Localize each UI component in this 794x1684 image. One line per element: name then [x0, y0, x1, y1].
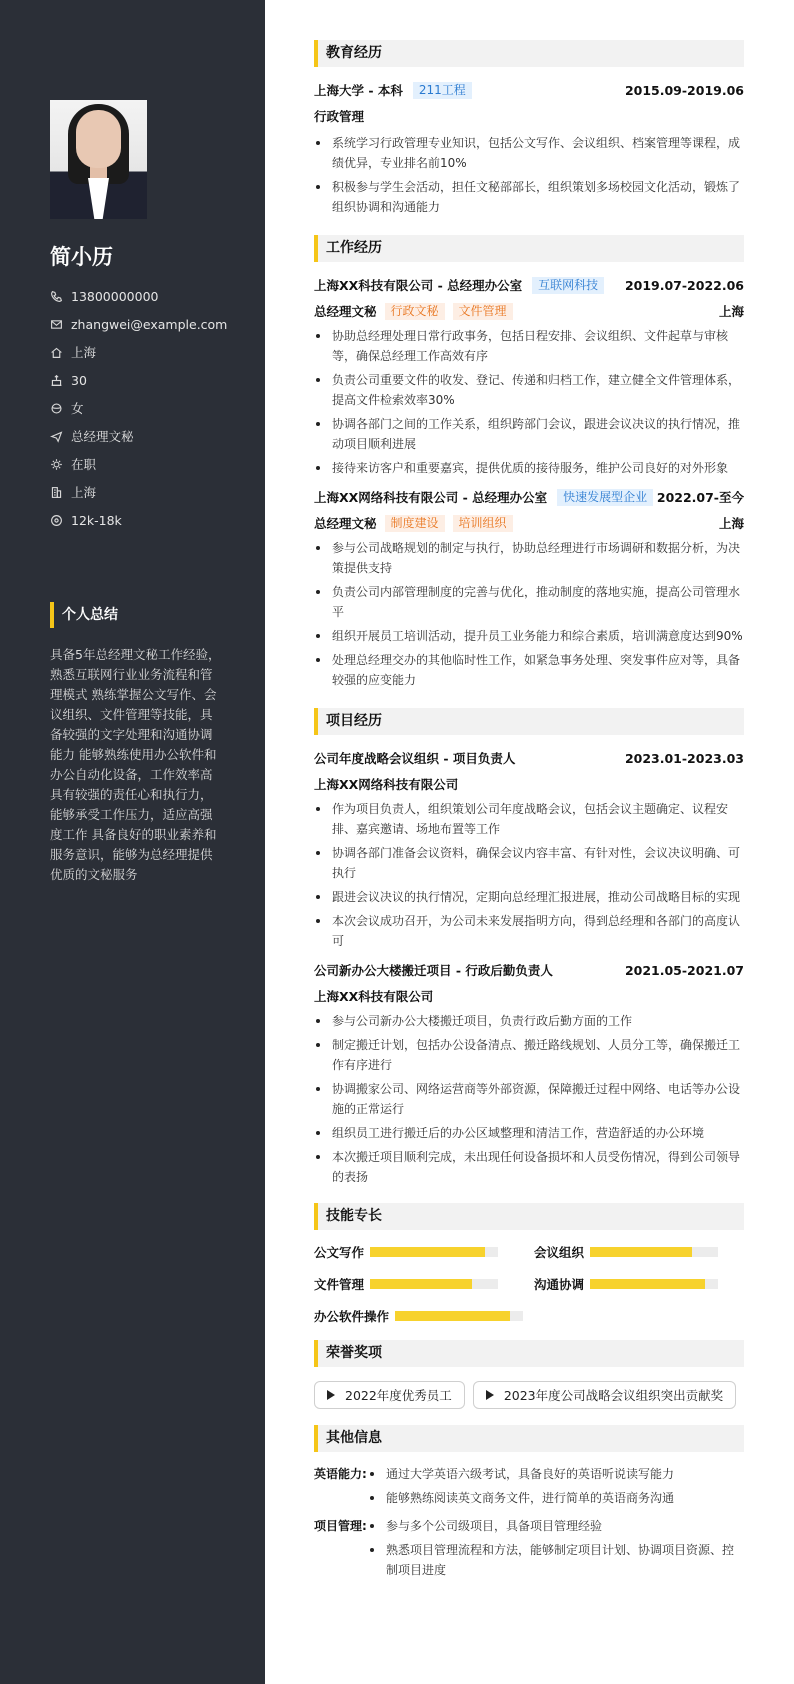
other-key: 项目管理: [314, 1519, 367, 1533]
skills-heading: 技能专长 [314, 1203, 744, 1230]
job-skill-tag: 文件管理 [453, 303, 513, 320]
info-text: 女 [71, 401, 84, 416]
info-phone [50, 282, 227, 310]
other-bullets [368, 1464, 744, 1512]
info-work-city [50, 478, 227, 506]
skill-bar-fill [590, 1279, 705, 1289]
other-bullets [368, 1516, 744, 1584]
list-item: 能够熟练阅读英文商务文件，进行简单的英语商务沟通 [368, 1488, 744, 1508]
project-bullets [314, 799, 744, 951]
summary-text: 具备5年总经理文秘工作经验，熟悉互联网行业业务流程和管理模式 熟练掌握公文写作、会议组织、文件管理等技能，具备较强的文字处理和沟通协调能力 能够熟练使用办公软件和办公自动化设备，工作效率高 具有较强的责任心和执行力，能够承受工作压力，适应高强度工作 具备良好的职业素养和服务意识，能够为总经理提供优质的文秘服务 [50, 647, 221, 882]
job-role-row [314, 514, 744, 532]
project-header-row [314, 961, 744, 979]
award-label: 2022年度优秀员工 [345, 1388, 452, 1403]
phone-icon [50, 290, 63, 303]
skill-bar [370, 1247, 498, 1257]
skill-bar-fill [395, 1311, 510, 1321]
project-company: 上海XX网络科技有限公司 [314, 777, 459, 792]
school-tag: 211工程 [413, 82, 472, 99]
work-heading: 工作经历 [314, 235, 744, 262]
info-text: 12k-18k [71, 512, 122, 528]
job-role: 总经理文秘 [314, 516, 377, 531]
skill-name: 会议组织 [534, 1245, 585, 1260]
play-icon [327, 1390, 335, 1400]
age-icon [50, 374, 63, 387]
list-item: 系统学习行政管理专业知识，包括公文写作、会议组织、档案管理等课程，成绩优异，专业排名前10% [314, 133, 744, 173]
skill-name: 公文写作 [314, 1245, 365, 1260]
list-item: 积极参与学生会活动，担任文秘部部长，组织策划多场校园文化活动，锻炼了组织协调和沟通能力 [314, 177, 744, 217]
summary-title: 个人总结 [50, 602, 118, 628]
play-icon [486, 1390, 494, 1400]
info-text: zhangwei@example.com [71, 316, 228, 332]
mail-icon [50, 318, 63, 331]
list-item: 组织开展员工培训活动，提升员工业务能力和综合素质，培训满意度达到90% [314, 626, 744, 646]
send-icon [50, 430, 63, 443]
list-item: 参与多个公司级项目，具备项目管理经验 [368, 1516, 744, 1536]
sidebar [0, 0, 265, 1684]
skill-bar [370, 1279, 498, 1289]
job-date: 2022.07-至今 [656, 490, 744, 505]
info-status [50, 450, 227, 478]
skill-bar-fill [590, 1247, 692, 1257]
education-date: 2015.09-2019.06 [624, 82, 744, 98]
skill-name: 文件管理 [314, 1277, 365, 1292]
school-name: 上海大学 - 本科 [314, 83, 403, 98]
info-text: 总经理文秘 [71, 429, 134, 444]
job-header-row [314, 276, 744, 294]
list-item: 接待来访客户和重要嘉宾，提供优质的接待服务，维护公司良好的对外形象 [314, 458, 744, 478]
project-header-row [314, 749, 744, 767]
education-bullets [314, 133, 744, 217]
education-header-row [314, 81, 744, 99]
skill-name: 沟通协调 [534, 1277, 585, 1292]
list-item: 通过大学英语六级考试，具备良好的英语听说读写能力 [368, 1464, 744, 1484]
project-name: 公司年度战略会议组织 - 项目负责人 [314, 751, 516, 766]
info-city [50, 338, 227, 366]
list-item: 本次搬迁项目顺利完成，未出现任何设备损坏和人员受伤情况，得到公司领导的表扬 [314, 1147, 744, 1187]
projects-heading: 项目经历 [314, 708, 744, 735]
project-bullets [314, 1011, 744, 1187]
other-heading: 其他信息 [314, 1425, 744, 1452]
job-role-row [314, 302, 744, 320]
list-item: 协调各部门之间的工作关系，组织跨部门会议，跟进会议决议的执行情况，推动项目顺利进展 [314, 414, 744, 454]
awards-list [314, 1381, 744, 1409]
list-item: 制定搬迁计划，包括办公设备清点、搬迁路线规划、人员分工等，确保搬迁工作有序进行 [314, 1035, 744, 1075]
skills-grid [314, 1242, 744, 1326]
job-industry-tag: 快速发展型企业 [557, 489, 653, 506]
info-email [50, 310, 227, 338]
job-role: 总经理文秘 [314, 304, 377, 319]
list-item: 熟悉项目管理流程和方法，能够制定项目计划、协调项目资源、控制项目进度 [368, 1540, 744, 1580]
info-text: 上海 [71, 485, 97, 500]
status-icon [50, 458, 63, 471]
awards-heading: 荣誉奖项 [314, 1340, 744, 1367]
list-item: 协助总经理处理日常行政事务，包括日程安排、会议组织、文件起草与审核等，确保总经理工作高效有序 [314, 326, 744, 366]
list-item: 组织员工进行搬迁后的办公区域整理和清洁工作，营造舒适的办公环境 [314, 1123, 744, 1143]
info-gender [50, 394, 227, 422]
job-skill-tag: 制度建设 [385, 515, 445, 532]
contact-info-list [50, 282, 227, 534]
award-label: 2023年度公司战略会议组织突出贡献奖 [503, 1388, 724, 1403]
skill-item [314, 1306, 534, 1326]
list-item: 作为项目负责人，组织策划公司年度战略会议，包括会议主题确定、议程安排、嘉宾邀请、场地布置等工作 [314, 799, 744, 839]
skill-bar [395, 1311, 523, 1321]
list-item: 参与公司战略规划的制定与执行，协助总经理进行市场调研和数据分析，为决策提供支持 [314, 538, 744, 578]
job-bullets [314, 538, 744, 690]
other-row [314, 1464, 744, 1512]
profile-photo [50, 100, 147, 219]
info-text: 上海 [71, 345, 97, 360]
info-age [50, 366, 227, 394]
project-date: 2023.01-2023.03 [624, 750, 744, 766]
job-company: 上海XX科技有限公司 - 总经理办公室 [314, 278, 523, 293]
skill-bar [590, 1279, 718, 1289]
info-text: 30 [71, 372, 87, 388]
education-heading: 教育经历 [314, 40, 744, 67]
job-header-row [314, 488, 744, 506]
skill-bar-fill [370, 1279, 472, 1289]
job-location: 上海 [718, 516, 744, 531]
education-major: 行政管理 [314, 109, 365, 124]
gender-icon [50, 402, 63, 415]
info-text: 在职 [71, 457, 97, 472]
info-salary [50, 506, 227, 534]
skill-bar-fill [370, 1247, 485, 1257]
info-text: 13800000000 [71, 288, 159, 304]
project-name: 公司新办公大楼搬迁项目 - 行政后勤负责人 [314, 963, 553, 978]
home-icon [50, 346, 63, 359]
skill-bar [590, 1247, 718, 1257]
list-item: 跟进会议决议的执行情况，定期向总经理汇报进展，推动公司战略目标的实现 [314, 887, 744, 907]
list-item: 本次会议成功召开，为公司未来发展指明方向，得到总经理和各部门的高度认可 [314, 911, 744, 951]
skill-item [314, 1274, 534, 1294]
job-company: 上海XX网络科技有限公司 - 总经理办公室 [314, 490, 548, 505]
list-item: 协调搬家公司、网络运营商等外部资源，保障搬迁过程中网络、电话等办公设施的正常运行 [314, 1079, 744, 1119]
building-icon [50, 486, 63, 499]
list-item: 负责公司内部管理制度的完善与优化，推动制度的落地实施，提高公司管理水平 [314, 582, 744, 622]
other-row [314, 1516, 744, 1584]
main-content [314, 40, 744, 1584]
award-item [473, 1381, 736, 1409]
salary-icon [50, 514, 63, 527]
skill-item [314, 1242, 534, 1262]
list-item: 负责公司重要文件的收发、登记、传递和归档工作，建立健全文件管理体系，提高文件检索效率30% [314, 370, 744, 410]
info-position [50, 422, 227, 450]
award-item [314, 1381, 465, 1409]
skill-item [534, 1274, 744, 1294]
list-item: 参与公司新办公大楼搬迁项目，负责行政后勤方面的工作 [314, 1011, 744, 1031]
job-industry-tag: 互联网科技 [532, 277, 604, 294]
skill-name: 办公软件操作 [314, 1309, 390, 1324]
job-skill-tag: 培训组织 [453, 515, 513, 532]
skill-item [534, 1242, 744, 1262]
job-bullets [314, 326, 744, 478]
project-date: 2021.05-2021.07 [624, 962, 744, 978]
list-item: 协调各部门准备会议资料，确保会议内容丰富、有针对性，会议决议明确、可执行 [314, 843, 744, 883]
job-skill-tag: 行政文秘 [385, 303, 445, 320]
other-key: 英语能力: [314, 1467, 367, 1481]
resume-name: 简小历 [50, 245, 113, 269]
list-item: 处理总经理交办的其他临时性工作，如紧急事务处理、突发事件应对等，具备较强的应变能力 [314, 650, 744, 690]
job-location: 上海 [718, 304, 744, 319]
project-company: 上海XX科技有限公司 [314, 989, 434, 1004]
job-date: 2019.07-2022.06 [624, 277, 744, 293]
